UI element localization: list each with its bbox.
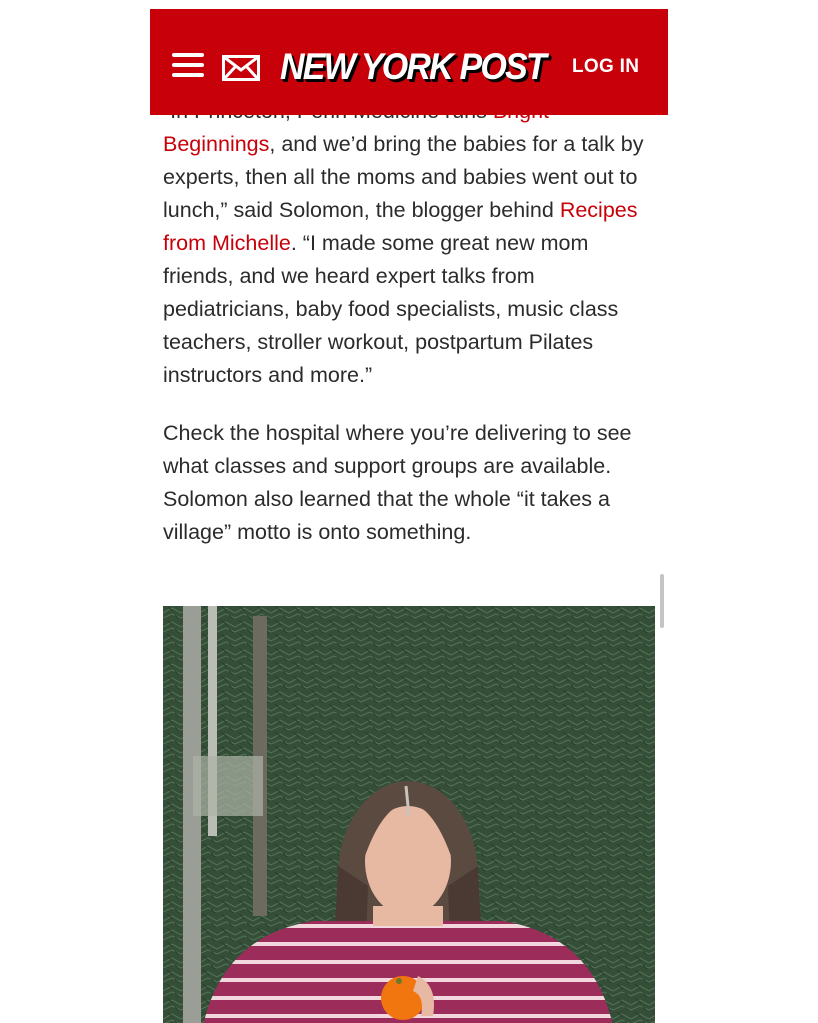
envelope-icon[interactable] — [222, 55, 260, 81]
article-paragraph: Solomon also learned that the whole “it takes a village” motto is onto something. — [163, 487, 610, 544]
hamburger-icon[interactable] — [172, 53, 204, 79]
photo-woman-with-orange — [163, 606, 655, 1023]
paragraph-text: , and we’d bring the babies for a talk by experts, then all the moms and babies went out to lunch,” said Solomon, the blogger behind — [163, 132, 644, 222]
scrollbar-thumb[interactable] — [660, 574, 664, 628]
page-viewport — [150, 0, 668, 1023]
article-paragraph: Check the hospital where you’re delivering to see what classes and support groups are available. — [163, 421, 632, 478]
recipes-from-michelle-link[interactable]: Recipes from Michelle — [163, 198, 638, 255]
site-logo[interactable]: NEW YORK POST — [280, 46, 545, 87]
article-paragraph — [163, 95, 658, 392]
bright-beginnings-link[interactable]: Beginnings — [163, 132, 270, 156]
article-body — [163, 95, 658, 549]
login-button[interactable]: LOG IN — [572, 56, 640, 77]
site-header — [150, 9, 668, 115]
paragraph-text: . “I made some great new mom friends, and we heard expert talks from pediatricians, baby food specialists, music class teachers, stroller workout, postpartum Pilates instructors and more.” — [163, 231, 619, 387]
article-photo — [163, 606, 655, 1023]
